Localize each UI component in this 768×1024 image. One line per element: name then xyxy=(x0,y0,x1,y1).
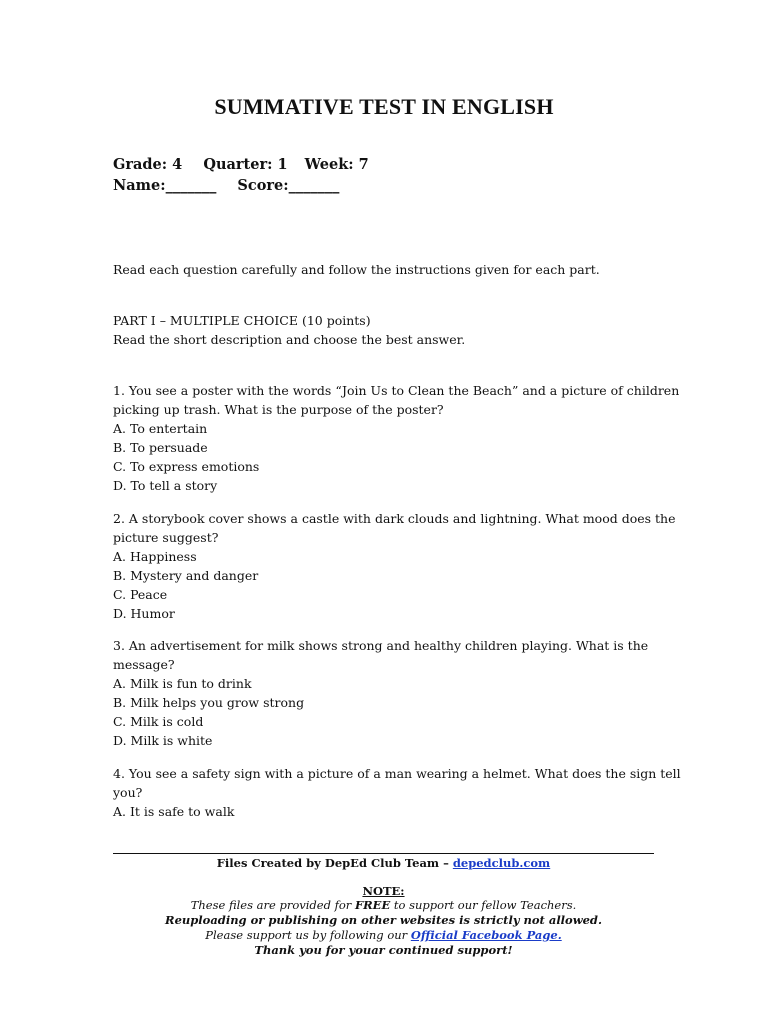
part1-subheading: Read the short description and choose the best answer. xyxy=(113,332,466,347)
page-footer xyxy=(113,853,654,958)
footer-line-free-pre: These files are provided for xyxy=(190,898,355,912)
question-text: you? xyxy=(113,785,143,800)
name-score-line xyxy=(113,177,339,194)
footer-free-word: FREE xyxy=(354,898,391,912)
question-1 xyxy=(113,381,680,495)
question-text: 2. A storybook cover shows a castle with dark clouds and lightning. What mood does the xyxy=(113,511,676,526)
question-2 xyxy=(113,509,676,623)
question-4 xyxy=(113,764,681,821)
footer-note-label: NOTE: xyxy=(362,884,405,898)
question-text: 3. An advertisement for milk shows strong and healthy children playing. What is the xyxy=(113,638,649,653)
answer-option: A. Happiness xyxy=(113,549,197,564)
footer-line-free-post: to support our fellow Teachers. xyxy=(390,898,577,912)
question-3 xyxy=(113,636,653,750)
footer-line-reupload: Reuploading or publishing on other websites is strictly not allowed. xyxy=(165,913,602,927)
answer-option: A. To entertain xyxy=(113,421,208,436)
instructions-text: Read each question carefully and follow the instructions given for each part. xyxy=(113,262,600,277)
quarter-label: Quarter: 1 xyxy=(203,156,288,173)
facebook-page-link[interactable]: Official Facebook Page. xyxy=(410,928,562,942)
name-field: Name:_______ xyxy=(113,177,217,194)
footer-line-thanks: Thank you for youar continued support! xyxy=(254,943,513,957)
grade-label: Grade: 4 xyxy=(113,156,183,173)
answer-option: C. Milk is cold xyxy=(113,714,204,729)
page-title: SUMMATIVE TEST IN ENGLISH xyxy=(214,94,554,119)
answer-option: C. Peace xyxy=(113,587,168,602)
answer-option: D. Humor xyxy=(113,606,175,621)
footer-credit xyxy=(113,856,654,870)
answer-option: A. Milk is fun to drink xyxy=(113,676,252,691)
part1-header xyxy=(113,311,653,349)
instructions xyxy=(113,260,653,279)
answer-option: B. Mystery and danger xyxy=(113,568,259,583)
answer-option: A. It is safe to walk xyxy=(113,804,235,819)
question-text: picking up trash. What is the purpose of the poster? xyxy=(113,402,444,417)
footer-credit-text: Files Created by DepEd Club Team – xyxy=(216,856,453,870)
week-label: Week: 7 xyxy=(304,156,369,173)
footer-line-support xyxy=(113,928,654,943)
answer-option: C. To express emotions xyxy=(113,459,260,474)
score-field: Score:_______ xyxy=(237,177,340,194)
grade-line xyxy=(113,156,369,173)
part1-heading: PART I – MULTIPLE CHOICE (10 points) xyxy=(113,313,371,328)
question-text: 1. You see a poster with the words “Join Us to Clean the Beach” and a picture of children xyxy=(113,383,680,398)
answer-option: B. To persuade xyxy=(113,440,208,455)
question-text: message? xyxy=(113,657,175,672)
footer-line-support-pre: Please support us by following our xyxy=(205,928,411,942)
answer-option: D. To tell a story xyxy=(113,478,218,493)
depedclub-link[interactable]: depedclub.com xyxy=(452,856,551,870)
question-text: picture suggest? xyxy=(113,530,219,545)
answer-option: B. Milk helps you grow strong xyxy=(113,695,305,710)
answer-option: D. Milk is white xyxy=(113,733,213,748)
footer-line-free xyxy=(113,898,654,913)
question-text: 4. You see a safety sign with a picture of a man wearing a helmet. What does the sign tell xyxy=(113,766,681,781)
